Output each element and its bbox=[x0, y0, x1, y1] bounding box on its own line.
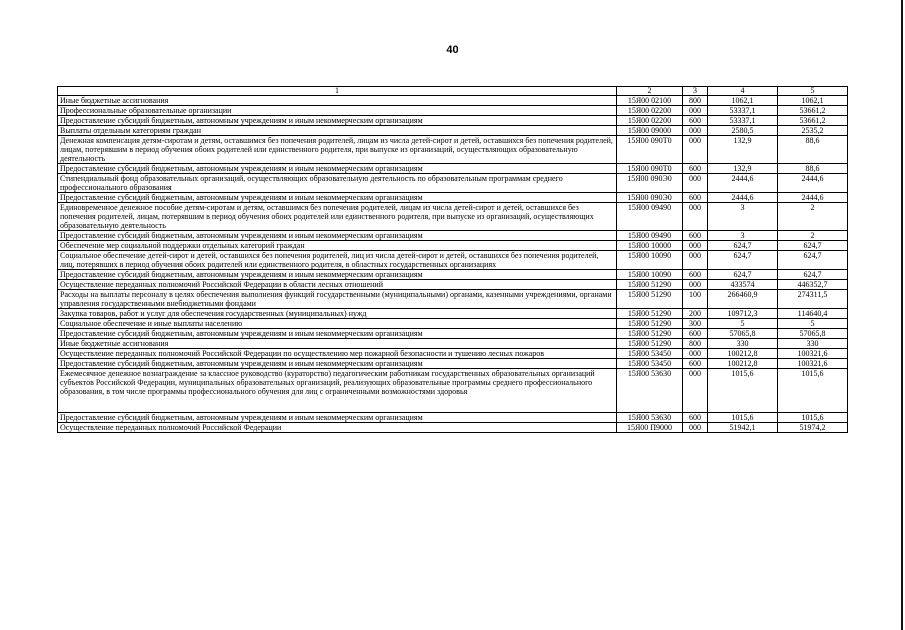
cell-vr: 600 bbox=[683, 329, 708, 339]
cell-v2: 624,7 bbox=[778, 241, 848, 251]
table-row bbox=[58, 270, 848, 280]
cell-name: Обеспечение мер социальной поддержки отдельных категорий граждан bbox=[58, 241, 617, 251]
cell-code: 15Я00 51290 bbox=[617, 309, 683, 319]
table-row bbox=[58, 280, 848, 290]
budget-table bbox=[57, 86, 848, 433]
cell-name: Профессиональные образовательные организации bbox=[58, 106, 617, 116]
cell-vr: 600 bbox=[683, 231, 708, 241]
cell-v1: 3 bbox=[708, 231, 778, 241]
cell-v2: 88,6 bbox=[778, 164, 848, 174]
cell-v2: 2535,2 bbox=[778, 126, 848, 136]
cell-name: Предоставление субсидий бюджетным, автономным учреждениям и иным некоммерческим организациям bbox=[58, 193, 617, 203]
cell-v2: 1062,1 bbox=[778, 96, 848, 106]
cell-vr: 100 bbox=[683, 290, 708, 309]
cell-v1: 53337,1 bbox=[708, 116, 778, 126]
cell-v2: 100321,6 bbox=[778, 359, 848, 369]
cell-vr: 300 bbox=[683, 319, 708, 329]
cell-v2: 330 bbox=[778, 339, 848, 349]
table-row bbox=[58, 369, 848, 413]
table-row bbox=[58, 96, 848, 106]
column-header: 1 bbox=[58, 87, 617, 96]
cell-code: 15Я00 51290 bbox=[617, 339, 683, 349]
cell-vr: 000 bbox=[683, 369, 708, 413]
cell-name: Предоставление субсидий бюджетным, автономным учреждениям и иным некоммерческим организациям bbox=[58, 359, 617, 369]
column-header: 3 bbox=[683, 87, 708, 96]
cell-code: 15Я00 10000 bbox=[617, 241, 683, 251]
cell-v1: 132,9 bbox=[708, 136, 778, 164]
cell-vr: 000 bbox=[683, 349, 708, 359]
cell-v2: 2444,6 bbox=[778, 193, 848, 203]
cell-v2: 2 bbox=[778, 231, 848, 241]
cell-code: 15Я00 09000 bbox=[617, 126, 683, 136]
table-row bbox=[58, 231, 848, 241]
cell-name: Выплаты отдельным категориям граждан bbox=[58, 126, 617, 136]
cell-name: Стипендиальный фонд образовательных организаций, осуществляющих образовательную деятельность по образовательным программам среднего профессионального образования bbox=[58, 174, 617, 193]
cell-code: 15Я00 51290 bbox=[617, 290, 683, 309]
cell-v1: 266460,9 bbox=[708, 290, 778, 309]
cell-code: 15Я00 10090 bbox=[617, 270, 683, 280]
cell-v1: 1015,6 bbox=[708, 413, 778, 423]
cell-name: Единовременное денежное пособие детям-сиротам и детям, оставшимся без попечения родителей, лицам из числа детей-сирот и детей, оставшихся без попечения родителей, лицам, потерявшим в период обучения обоих родителей или единственного родителя, при выпуске из организаций, осуществляющих образовательную деятельность bbox=[58, 203, 617, 231]
cell-code: 15Я00 П9000 bbox=[617, 423, 683, 433]
cell-vr: 600 bbox=[683, 359, 708, 369]
page-number: 40 bbox=[446, 44, 459, 56]
cell-name: Ежемесячное денежное вознаграждение за классное руководство (кураторство) педагогическим работникам государственных образовательных организаций субъектов Российской Федерации, муниципальных образовательных организаций, реализующих образовательные программы среднего профессионального образования, в том числе программы профессионального обучения для лиц с ограниченными возможностями здоровья bbox=[58, 369, 617, 413]
cell-v1: 57065,8 bbox=[708, 329, 778, 339]
cell-vr: 600 bbox=[683, 193, 708, 203]
cell-v1: 624,7 bbox=[708, 270, 778, 280]
cell-v1: 1015,6 bbox=[708, 369, 778, 413]
table-row bbox=[58, 203, 848, 231]
cell-code: 15Я00 09490 bbox=[617, 231, 683, 241]
table-row bbox=[58, 164, 848, 174]
cell-v2: 53661,2 bbox=[778, 116, 848, 126]
cell-vr: 000 bbox=[683, 136, 708, 164]
cell-code: 15Я00 09490 bbox=[617, 203, 683, 231]
cell-name: Расходы на выплаты персоналу в целях обеспечения выполнения функций государственными (муниципальными) органами, казенными учреждениями, органами управления государственными внебюджетными фондами bbox=[58, 290, 617, 309]
cell-vr: 000 bbox=[683, 280, 708, 290]
page-edge bbox=[901, 0, 903, 630]
cell-v1: 51942,1 bbox=[708, 423, 778, 433]
cell-v1: 624,7 bbox=[708, 251, 778, 270]
cell-v2: 53661,2 bbox=[778, 106, 848, 116]
cell-vr: 000 bbox=[683, 423, 708, 433]
cell-v1: 2444,6 bbox=[708, 174, 778, 193]
table-row bbox=[58, 339, 848, 349]
cell-code: 15Я00 53450 bbox=[617, 359, 683, 369]
cell-vr: 200 bbox=[683, 309, 708, 319]
cell-v2: 100321,6 bbox=[778, 349, 848, 359]
cell-code: 15Я00 51290 bbox=[617, 329, 683, 339]
cell-code: 15Я00 090Т0 bbox=[617, 136, 683, 164]
table-row bbox=[58, 116, 848, 126]
cell-v2: 5 bbox=[778, 319, 848, 329]
table-row bbox=[58, 241, 848, 251]
cell-name: Предоставление субсидий бюджетным, автономным учреждениям и иным некоммерческим организациям bbox=[58, 329, 617, 339]
cell-name: Предоставление субсидий бюджетным, автономным учреждениям и иным некоммерческим организациям bbox=[58, 270, 617, 280]
column-header: 4 bbox=[708, 87, 778, 96]
table-row bbox=[58, 290, 848, 309]
cell-v2: 2 bbox=[778, 203, 848, 231]
cell-code: 15Я00 02200 bbox=[617, 116, 683, 126]
cell-v2: 1015,6 bbox=[778, 369, 848, 413]
cell-v2: 51974,2 bbox=[778, 423, 848, 433]
cell-v2: 88,6 bbox=[778, 136, 848, 164]
table-header-row bbox=[58, 87, 848, 96]
cell-code: 15Я00 090Э0 bbox=[617, 174, 683, 193]
cell-name: Предоставление субсидий бюджетным, автономным учреждениям и иным некоммерческим организациям bbox=[58, 413, 617, 423]
table-row bbox=[58, 309, 848, 319]
cell-name: Осуществление переданных полномочий Российской Федерации bbox=[58, 423, 617, 433]
cell-vr: 000 bbox=[683, 174, 708, 193]
table-row bbox=[58, 329, 848, 339]
cell-v2: 274311,5 bbox=[778, 290, 848, 309]
cell-name: Социальное обеспечение и иные выплаты населению bbox=[58, 319, 617, 329]
cell-v2: 446352,7 bbox=[778, 280, 848, 290]
column-header: 5 bbox=[778, 87, 848, 96]
cell-name: Закупка товаров, работ и услуг для обеспечения государственных (муниципальных) нужд bbox=[58, 309, 617, 319]
cell-vr: 600 bbox=[683, 270, 708, 280]
cell-name: Денежная компенсация детям-сиротам и детям, оставшимся без попечения родителей, лицам из числа детей-сирот и детей, оставшихся без попечения родителей, лицам, потерявшим в период обучения обоих родителей или единственного родителя, при выпуске из организаций, осуществляющих образовательную деятельность bbox=[58, 136, 617, 164]
table-row bbox=[58, 251, 848, 270]
cell-code: 15Я00 53630 bbox=[617, 369, 683, 413]
table-row bbox=[58, 359, 848, 369]
cell-name: Предоставление субсидий бюджетным, автономным учреждениям и иным некоммерческим организациям bbox=[58, 164, 617, 174]
table-body bbox=[58, 96, 848, 433]
cell-name: Предоставление субсидий бюджетным, автономным учреждениям и иным некоммерческим организациям bbox=[58, 116, 617, 126]
cell-v1: 1062,1 bbox=[708, 96, 778, 106]
cell-vr: 800 bbox=[683, 339, 708, 349]
table-row bbox=[58, 423, 848, 433]
cell-code: 15Я00 51290 bbox=[617, 280, 683, 290]
cell-code: 15Я00 53630 bbox=[617, 413, 683, 423]
cell-v2: 624,7 bbox=[778, 270, 848, 280]
table-row bbox=[58, 174, 848, 193]
cell-v1: 100212,8 bbox=[708, 359, 778, 369]
cell-code: 15Я00 090Т0 bbox=[617, 164, 683, 174]
cell-v1: 624,7 bbox=[708, 241, 778, 251]
cell-code: 15Я00 51290 bbox=[617, 319, 683, 329]
cell-v1: 53337,1 bbox=[708, 106, 778, 116]
cell-v1: 3 bbox=[708, 203, 778, 231]
cell-name: Предоставление субсидий бюджетным, автономным учреждениям и иным некоммерческим организациям bbox=[58, 231, 617, 241]
cell-v1: 100212,8 bbox=[708, 349, 778, 359]
table-row bbox=[58, 106, 848, 116]
table-row bbox=[58, 349, 848, 359]
cell-name: Иные бюджетные ассигнования bbox=[58, 339, 617, 349]
cell-v2: 57065,8 bbox=[778, 329, 848, 339]
cell-v2: 624,7 bbox=[778, 251, 848, 270]
cell-name: Иные бюджетные ассигнования bbox=[58, 96, 617, 106]
cell-code: 15Я00 10090 bbox=[617, 251, 683, 270]
cell-code: 15Я00 02100 bbox=[617, 96, 683, 106]
cell-v1: 132,9 bbox=[708, 164, 778, 174]
cell-vr: 000 bbox=[683, 241, 708, 251]
table-row bbox=[58, 413, 848, 423]
cell-vr: 600 bbox=[683, 413, 708, 423]
cell-code: 15Я00 53450 bbox=[617, 349, 683, 359]
table-row bbox=[58, 136, 848, 164]
cell-vr: 600 bbox=[683, 116, 708, 126]
cell-vr: 000 bbox=[683, 106, 708, 116]
cell-vr: 600 bbox=[683, 164, 708, 174]
cell-vr: 800 bbox=[683, 96, 708, 106]
cell-vr: 000 bbox=[683, 203, 708, 231]
cell-v2: 114640,4 bbox=[778, 309, 848, 319]
cell-code: 15Я00 090Э0 bbox=[617, 193, 683, 203]
cell-v1: 433574 bbox=[708, 280, 778, 290]
cell-v2: 1015,6 bbox=[778, 413, 848, 423]
cell-v2: 2444,6 bbox=[778, 174, 848, 193]
column-header: 2 bbox=[617, 87, 683, 96]
cell-name: Осуществление переданных полномочий Российской Федерации по осуществлению мер пожарной безопасности и тушению лесных пожаров bbox=[58, 349, 617, 359]
cell-vr: 000 bbox=[683, 126, 708, 136]
cell-v1: 5 bbox=[708, 319, 778, 329]
cell-name: Социальное обеспечение детей-сирот и детей, оставшихся без попечения родителей, лиц из числа детей-сирот и детей, оставшихся без попечения родителей, лиц, потерявших в период обучения обоих родителей или единственного родителя, в областных государственных организациях bbox=[58, 251, 617, 270]
table-row bbox=[58, 193, 848, 203]
cell-vr: 000 bbox=[683, 251, 708, 270]
cell-v1: 109712,3 bbox=[708, 309, 778, 319]
cell-v1: 2580,5 bbox=[708, 126, 778, 136]
table-row bbox=[58, 126, 848, 136]
cell-v1: 2444,6 bbox=[708, 193, 778, 203]
cell-name: Осуществление переданных полномочий Российской Федерации в области лесных отношений bbox=[58, 280, 617, 290]
cell-code: 15Я00 02200 bbox=[617, 106, 683, 116]
table-row bbox=[58, 319, 848, 329]
cell-v1: 330 bbox=[708, 339, 778, 349]
